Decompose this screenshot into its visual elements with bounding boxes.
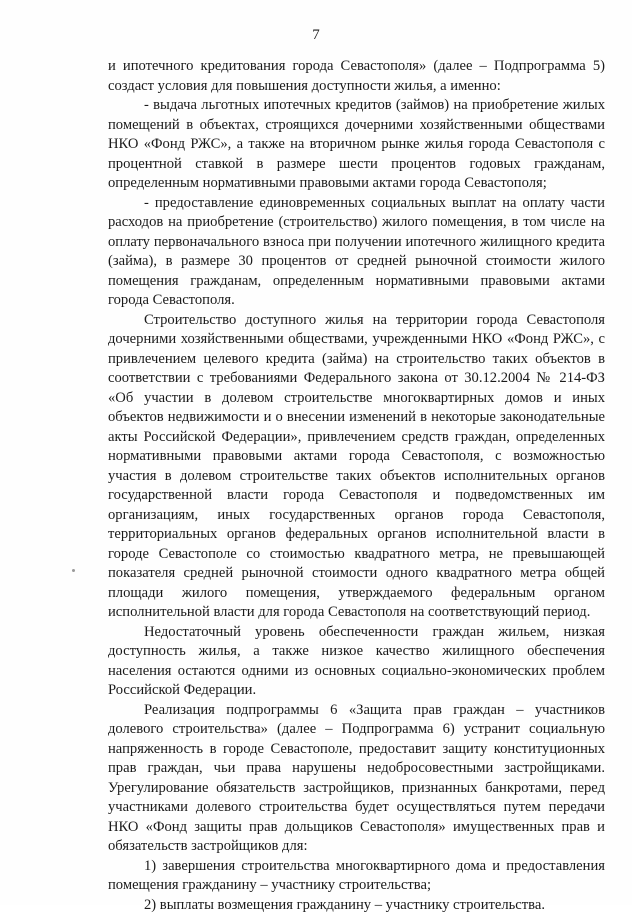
scan-speck <box>72 569 75 572</box>
paragraph-housing-problem: Недостаточный уровень обеспеченности граждан жильем, низкая доступность жилья, а также низкое качество жилищного обеспечения населения остаются одними из основных социально-экономических проблем Российской Федерации. <box>108 623 605 701</box>
paragraph-bullet-mortgage: - выдача льготных ипотечных кредитов (займов) на приобретение жилых помещений в объектах, строящихся дочерними хозяйственными обществами НКО «Фонд РЖС», а также на вторичном рынке жилья города Севастополя с процентной ставкой в размере шести процентов годовых гражданам, определенным нормативными правовыми актами города Севастополя; <box>108 96 605 194</box>
list-item-1: 1) завершения строительства многоквартирного дома и предоставления помещения гражданину – участнику строительства; <box>108 857 605 896</box>
paragraph-bullet-payments: - предоставление единовременных социальных выплат на оплату части расходов на приобретение (строительство) жилого помещения, в том числе на оплату первоначального взноса при получении ипотечного жилищного кредита (займа), в размере 30 процентов от средней рыночной стоимости жилого помещения гражданам, определенным нормативными правовыми актами города Севастополя. <box>108 194 605 311</box>
list-item-2: 2) выплаты возмещения гражданину – участнику строительства. <box>108 896 605 915</box>
paragraph-affordable-housing: Строительство доступного жилья на территории города Севастополя дочерними хозяйственными обществами, учрежденными НКО «Фонд РЖС», с привлечением целевого кредита (займа) на строительство таких объектов в соответствии с требованиями Федерального закона от 30.12.2004 № 214-ФЗ «Об участии в долевом строительстве многоквартирных домов и иных объектов недвижимости и о внесении изменений в некоторые законодательные акты Российской Федерации», привлечением средств граждан, определенных нормативными правовыми актами города Севастополя, с возможностью участия в долевом строительстве таких объектов исполнительных органов государственной власти города Севастополя и подведомственных им организациям, иных государственных органов города Севастополя, территориальных органов федеральных органов исполнительной власти в городе Севастополе со стоимостью квадратного метра, не превышающей показателя средней рыночной стоимости одного квадратного метра общей площади жилого помещения, утверждаемого федеральным органом исполнительной власти для города Севастополя на соответствующий период. <box>108 311 605 623</box>
paragraph-intro: и ипотечного кредитования города Севастополя» (далее – Подпрограмма 5) создаст условия для повышения доступности жилья, а именно: <box>108 57 605 96</box>
paragraph-subprogram-6: Реализация подпрограммы 6 «Защита прав граждан – участников долевого строительства» (далее – Подпрограмма 6) устранит социальную напряженность в городе Севастополе, предоставит защиту конституционных прав граждан, чьи права нарушены недобросовестными застройщиками. Урегулирование обязательств застройщиков, признанных банкротами, перед участниками долевого строительства будет осуществляться путем передачи НКО «Фонд защиты прав дольщиков Севастополя» имущественных прав и обязательств застройщиков для: <box>108 701 605 857</box>
document-body <box>108 57 605 915</box>
page-number: 7 <box>0 26 632 44</box>
